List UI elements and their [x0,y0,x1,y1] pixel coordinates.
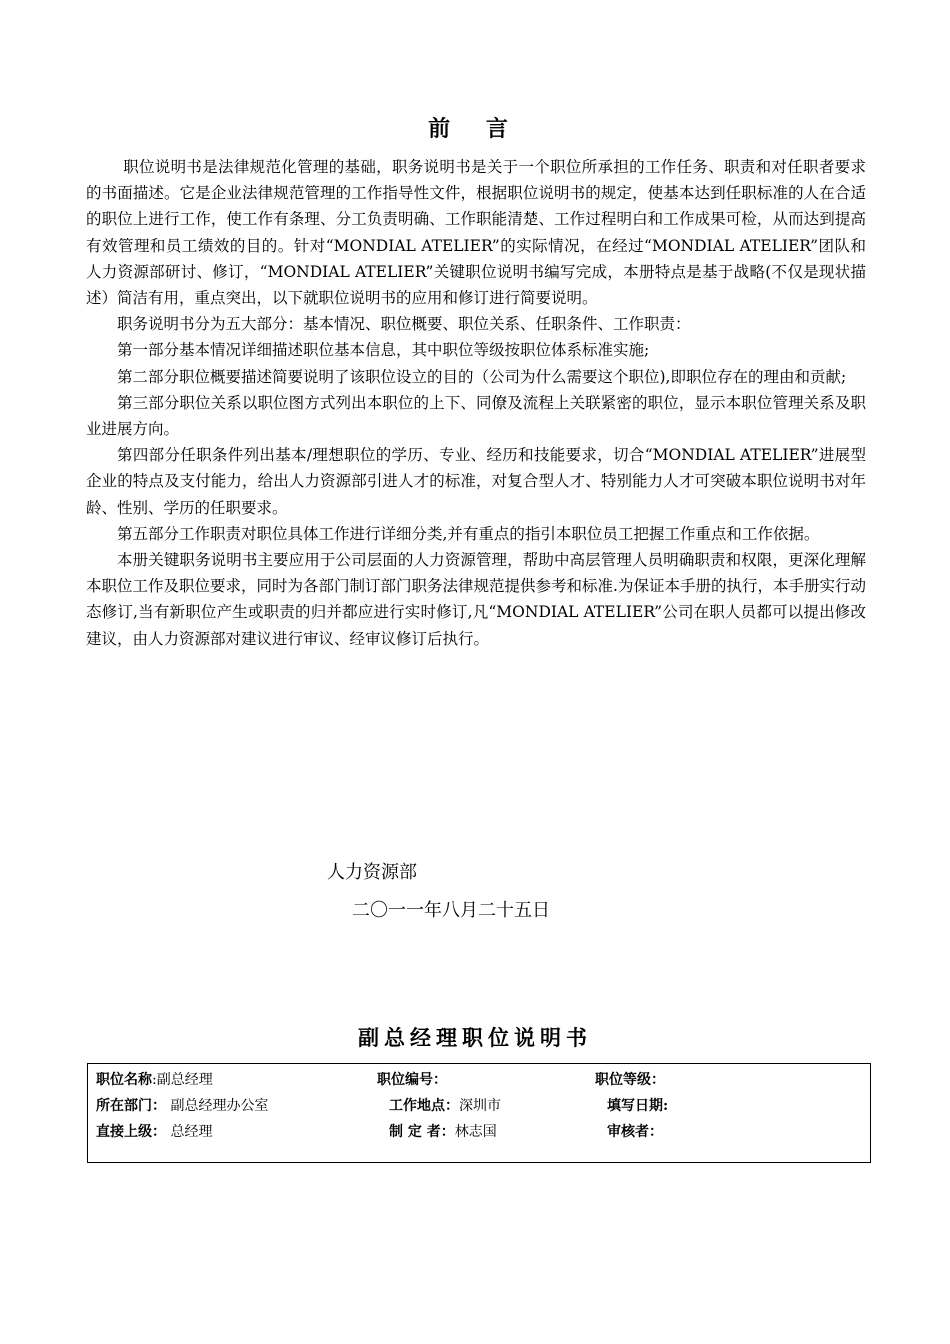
job-description-title: 副总经理职位说明书 [358,1025,592,1050]
position-level-label: 职位等级： [595,1072,665,1088]
preface-paragraph: 本册关键职务说明书主要应用于公司层面的人力资源管理，帮助中高层管理人员明确职责和权限，更深化理解本职位工作及职位要求，同时为各部门制订部门职务法律规范提供参考和标准.为保证本手册的执行，本手册实行动态修订,当有新职位产生或职责的归并都应进行实时修订,凡“MONDIAL ATELIER”公司在职人员都可以提出修改建议，由人力资源部对建议进行审议、经审议修订后执行。 [86,551,866,648]
signature-date: 二〇一一年八月二十五日 [352,900,550,921]
preface-paragraph: 职位说明书是法律规范化管理的基础，职务说明书是关于一个职位所承担的工作任务、职责和对任职者要求的书面描述。它是企业法律规范管理的工作指导性文件，根据职位说明书的规定，使基本达到任职标准的人在合适的职位上进行工作，使工作有条理、分工负责明确、工作职能清楚、工作过程明白和工作成果可检，从而达到提高有效管理和员工绩效的目的。针对“MONDIAL ATELIER”的实际情况，在经过“MONDIAL ATELIER”团队和人力资源部研讨、修订，“MONDIAL ATELIER”关键职位说明书编写完成，本册特点是基于战略(不仅是现状描述）简洁有用，重点突出，以下就职位说明书的应用和修订进行简要说明。 [86,158,866,308]
preface-paragraph: 第一部分基本情况详细描述职位基本信息，其中职位等级按职位体系标准实施; [117,341,650,360]
position-number-label: 职位编号： [377,1072,447,1088]
basic-info-table [87,1063,871,1163]
reviewer-label: 审核者： [607,1124,663,1140]
supervisor-field [96,1121,212,1141]
supervisor-label: 直接上级： [96,1124,166,1140]
location-value: 深圳市 [459,1098,501,1114]
preface-paragraph: 第五部分工作职责对职位具体工作进行详细分类,并有重点的指引本职位员工把握工作重点和工作依据。 [117,524,820,543]
fill-date-label: 填写日期: [607,1098,669,1114]
preface-paragraph: 第四部分任职条件列出基本/理想职位的学历、专业、经历和技能要求，切合“MONDIAL ATELIER”进展型企业的特点及支付能力，给出人力资源部引进人才的标准，对复合型人才、特别能力人才可突破本职位说明书对年龄、性别、学历的任职要求。 [86,446,866,517]
department-value: 副总经理办公室 [170,1098,269,1114]
location-field [389,1095,501,1115]
author-value: 林志国 [454,1124,497,1140]
position-name-field [96,1069,213,1089]
preface-paragraph: 职务说明书分为五大部分：基本情况、职位概要、职位关系、任职条件、工作职责： [117,315,691,334]
preface-body [86,154,866,652]
supervisor-value: 总经理 [170,1124,213,1140]
position-name-label: 职位名称 [96,1072,152,1088]
author-field [389,1121,497,1141]
author-label: 制 定 者： [389,1124,455,1140]
location-label: 工作地点： [389,1098,459,1114]
preface-paragraph: 第三部分职位关系以职位图方式列出本职位的上下、同僚及流程上关联紧密的职位，显示本职位管理关系及职业进展方向。 [86,393,866,439]
preface-title: 前 言 [428,116,522,142]
preface-paragraph: 第二部分职位概要描述简要说明了该职位设立的目的（公司为什么需要这个职位),即职位存在的理由和贡献; [117,367,847,386]
position-name-value: :副总经理 [152,1072,213,1088]
signature-department: 人力资源部 [327,862,417,883]
department-label: 所在部门： [96,1098,166,1114]
department-field [96,1095,268,1115]
